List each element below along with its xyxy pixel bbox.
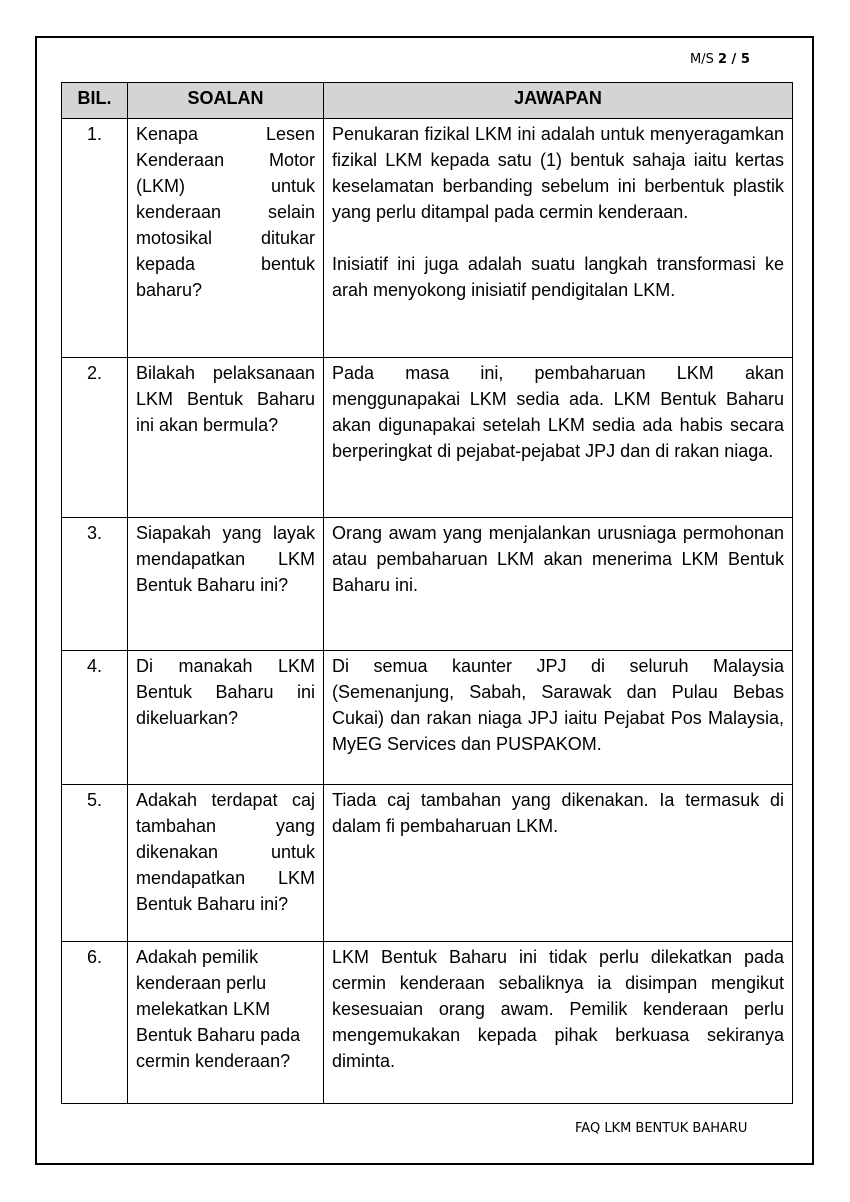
answer-cell	[324, 119, 793, 358]
answer-paragraph: Inisiatif ini juga adalah suatu langkah transformasi ke arah menyokong inisiatif pendigitalan LKM.	[332, 254, 784, 300]
question-cell: Kenapa Lesen Kenderaan Motor (LKM) untuk kenderaan selain motosikal ditukar kepada bentuk baharu?	[128, 119, 324, 358]
answer-paragraph: Pada masa ini, pembaharuan LKM akan menggunapakai LKM sedia ada. LKM Bentuk Baharu akan digunapakai setelah LKM sedia ada habis secara berperingkat di pejabat-pejabat JPJ dan di rakan niaga.	[332, 363, 784, 461]
answer-paragraph: LKM Bentuk Baharu ini tidak perlu dilekatkan pada cermin kenderaan sebaliknya ia disimpan mengikut kesesuaian orang awam. Pemilik kenderaan perlu mengemukakan kepada pihak berkuasa sekiranya diminta.	[332, 947, 784, 1071]
table-row	[62, 518, 793, 651]
page-number-total: 5	[740, 52, 750, 67]
row-number: 1.	[62, 119, 128, 358]
table-row	[62, 785, 793, 942]
answer-paragraph: Penukaran fizikal LKM ini adalah untuk menyeragamkan fizikal LKM kepada satu (1) bentuk sahaja iaitu kertas keselamatan berbanding sebelum ini berbentuk plastik yang perlu ditampal pada cermin kenderaan.	[332, 124, 784, 222]
table-row	[62, 119, 793, 358]
page-number-current: 2	[717, 52, 728, 67]
header-jawapan: JAWAPAN	[324, 83, 793, 119]
answer-cell	[324, 942, 793, 1104]
table-row	[62, 651, 793, 785]
row-number: 5.	[62, 785, 128, 942]
question-cell: Siapakah yang layak mendapatkan LKM Bentuk Baharu ini?	[128, 518, 324, 651]
answer-paragraph: Orang awam yang menjalankan urusniaga permohonan atau pembaharuan LKM akan menerima LKM Bentuk Baharu ini.	[332, 523, 784, 595]
question-cell: Adakah pemilik kenderaan perlu melekatkan LKM Bentuk Baharu pada cermin kenderaan?	[128, 942, 324, 1104]
row-number: 2.	[62, 358, 128, 518]
row-number: 4.	[62, 651, 128, 785]
table-header-row	[62, 83, 793, 119]
question-cell: Bilakah pelaksanaan LKM Bentuk Baharu ini akan bermula?	[128, 358, 324, 518]
footer-text: FAQ LKM BENTUK BAHARU	[575, 1121, 748, 1136]
answer-cell	[324, 518, 793, 651]
answer-cell	[324, 651, 793, 785]
row-number: 3.	[62, 518, 128, 651]
header-soalan: SOALAN	[128, 83, 324, 119]
table-row	[62, 358, 793, 518]
row-number: 6.	[62, 942, 128, 1104]
answer-cell	[324, 785, 793, 942]
page-number	[690, 52, 750, 67]
faq-table	[61, 82, 793, 1104]
table-row	[62, 942, 793, 1104]
page-number-prefix: M/S	[690, 52, 718, 67]
answer-paragraph: Tiada caj tambahan yang dikenakan. Ia termasuk di dalam fi pembaharuan LKM.	[332, 790, 784, 836]
header-bil: BIL.	[62, 83, 128, 119]
question-cell: Adakah terdapat caj tambahan yang dikenakan untuk mendapatkan LKM Bentuk Baharu ini?	[128, 785, 324, 942]
question-cell: Di manakah LKM Bentuk Baharu ini dikeluarkan?	[128, 651, 324, 785]
answer-paragraph: Di semua kaunter JPJ di seluruh Malaysia (Semenanjung, Sabah, Sarawak dan Pulau Bebas Cukai) dan rakan niaga JPJ iaitu Pejabat Pos Malaysia, MyEG Services dan PUSPAKOM.	[332, 656, 784, 754]
answer-cell	[324, 358, 793, 518]
page-number-separator: /	[727, 52, 741, 67]
